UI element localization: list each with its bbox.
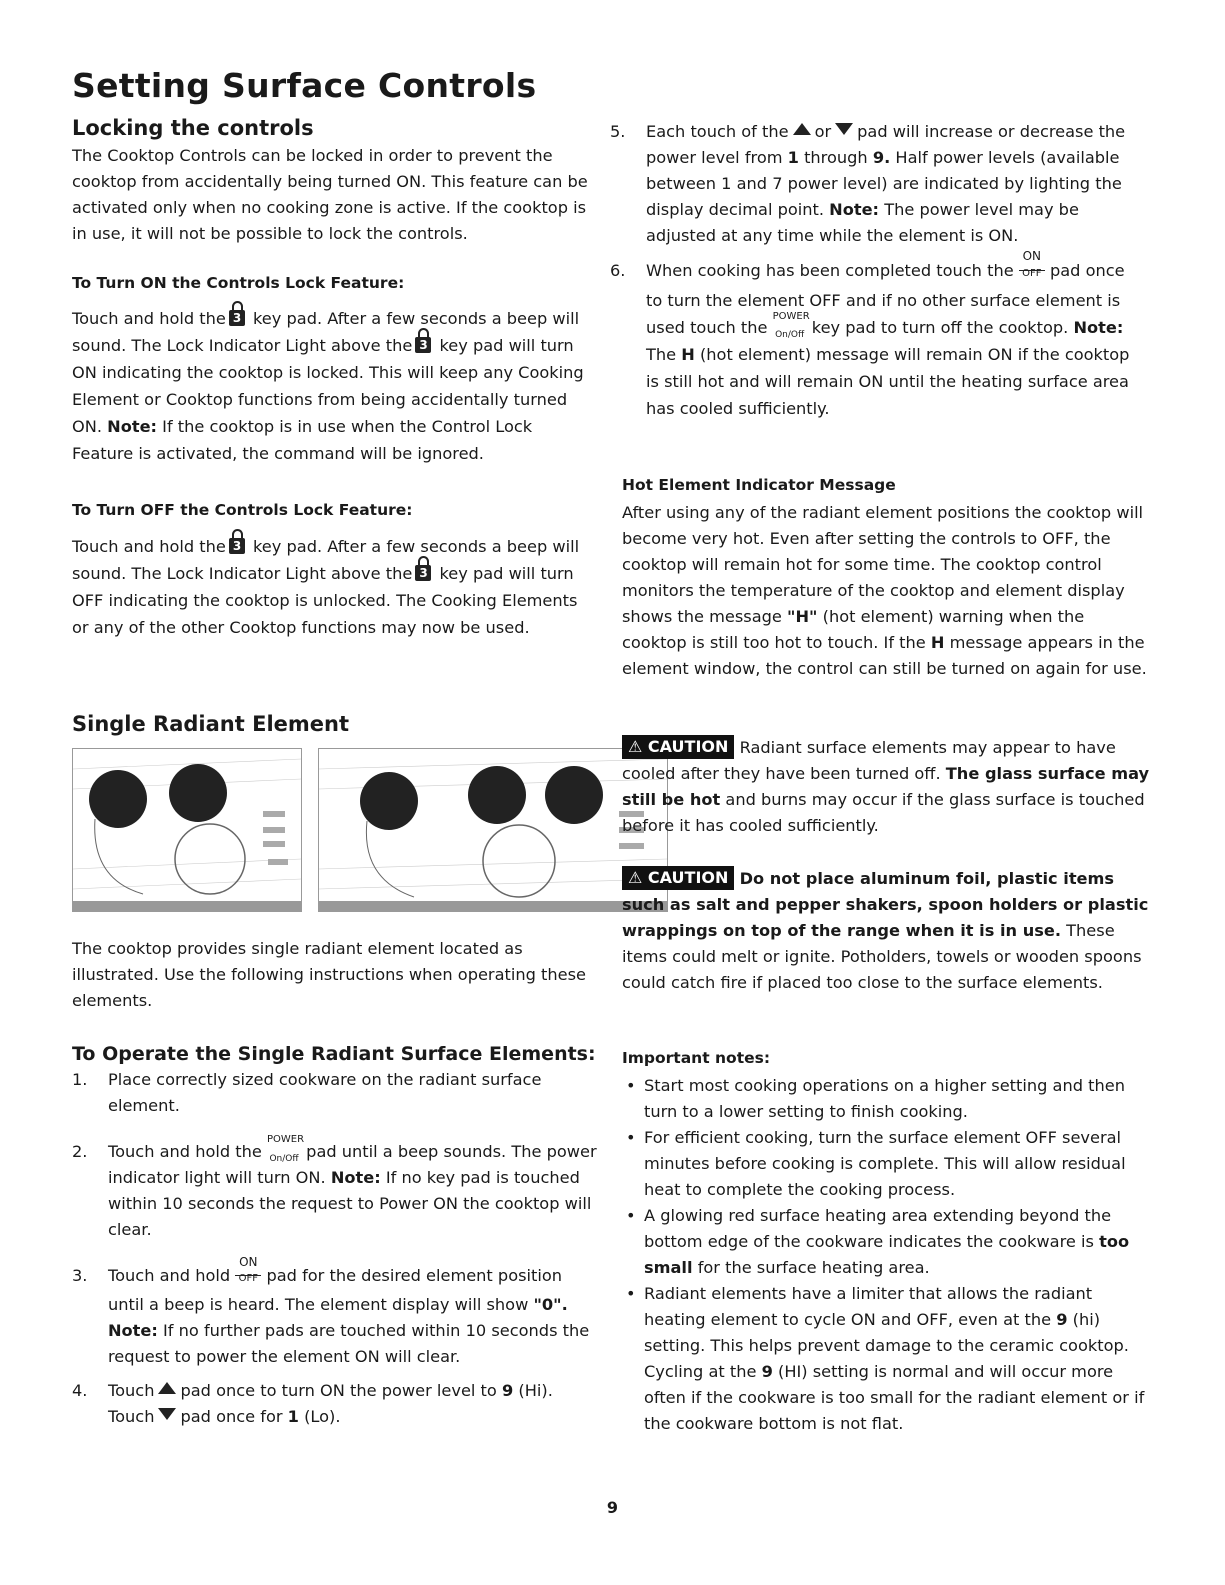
note-text: Start most cooking operations on a higher setting and then turn to a lower setting to finish cooking. — [644, 1076, 1125, 1121]
step-text: (Lo). — [304, 1407, 341, 1426]
burner-left-front — [89, 770, 147, 828]
lock-on-heading: To Turn ON the Controls Lock Feature: — [72, 274, 405, 292]
note-item — [622, 1281, 1152, 1437]
power-key-label — [772, 311, 810, 340]
lock-off-text-2: key pad. After a few seconds a beep will sound. The Lock Indicator Light above the — [72, 537, 580, 583]
power-value: 9. — [872, 148, 891, 167]
lock-key-icon — [415, 565, 431, 581]
on-off-key-label — [235, 1255, 261, 1292]
step-number: 1. — [72, 1070, 88, 1089]
important-notes-list — [622, 1073, 1152, 1437]
bullet: • — [626, 1128, 636, 1147]
step-text: Place correctly sized cookware on the radiant surface element. — [108, 1070, 542, 1115]
power-key-label — [267, 1134, 305, 1164]
note-label: Note: — [829, 200, 880, 219]
hot-text-b: (hot element) warning when the cooktop is still too hot to touch. If the — [622, 607, 1085, 652]
locking-intro: The Cooktop Controls can be locked in order to prevent the cooktop from accidentally being turned ON. This feature can be activated only when no cooking zone is active. If the cooktop is in use, it will not be possible to lock the controls. — [72, 146, 588, 243]
lock-key-icon — [229, 538, 245, 554]
off-label: OFF — [1022, 268, 1042, 279]
step-text: pad will increase or decrease the power level from — [646, 122, 1126, 167]
note-label: Note: — [107, 417, 158, 436]
step-text: Half power levels (available between 1 and 7 power level) are indicated by lighting the display decimal point. — [646, 148, 1122, 219]
step-text: Touch — [108, 1381, 155, 1400]
step-text: pad for the desired element position until a beep is heard. The element display will show — [108, 1266, 563, 1314]
page-number: 9 — [606, 1498, 619, 1517]
note-text: for the surface heating area. — [697, 1258, 930, 1277]
hot-element-heading: Hot Element Indicator Message — [622, 476, 896, 494]
power-value: 9 — [501, 1381, 514, 1400]
power-value: 9 — [761, 1362, 773, 1381]
power-label: POWER — [772, 311, 810, 322]
note-label: Note: — [1073, 318, 1124, 337]
caution-badge — [622, 735, 734, 759]
bullet: • — [626, 1206, 636, 1225]
step-note: The power level may be adjusted at any time while the element is ON. — [646, 200, 1079, 245]
lock-off-text-3: key pad will turn OFF indicating the cooktop is unlocked. The Cooking Elements or any of the other Cooktop functions may now be used. — [72, 564, 578, 637]
lock-on-text-2: key pad. After a few seconds a beep will sound. The Lock Indicator Light above the — [72, 309, 580, 355]
step-note: If no further pads are touched within 10 seconds the request to power the element ON will clear. — [108, 1321, 590, 1366]
on-label: ON — [235, 1249, 261, 1276]
caution-bold-text: Do not place aluminum foil, plastic items such as salt and pepper shakers, spoon holders or plastic wrappings on top of the range when it is in use. — [622, 869, 1149, 940]
caution-label: CAUTION — [647, 737, 729, 756]
up-arrow-icon — [793, 123, 811, 135]
note-label: Note: — [330, 1168, 381, 1187]
step-number: 5. — [610, 122, 626, 141]
step-text: (Hi). Touch — [108, 1381, 553, 1426]
caution-label: CAUTION — [647, 868, 729, 887]
power-label: POWER — [267, 1134, 305, 1145]
step-5 — [610, 119, 1140, 249]
note-text: For efficient cooking, turn the surface element OFF several minutes before cooking is complete. This will allow residual heat to complete the cooking process. — [644, 1128, 1126, 1199]
single-desc: The cooktop provides single radiant element located as illustrated. Use the following instructions when operating these elements. — [72, 939, 586, 1010]
step-note: The — [646, 345, 677, 364]
step-2 — [72, 1134, 597, 1243]
step-text: pad once to turn the element OFF and if no other surface element is used touch the — [646, 261, 1125, 337]
single-radiant-heading: Single Radiant Element — [72, 712, 349, 736]
step-text: pad once to turn ON the power level to — [180, 1381, 497, 1400]
page-title: Setting Surface Controls — [72, 66, 537, 105]
note-text: (hi) setting. This helps prevent damage to the ceramic cooktop. Cycling at the — [644, 1310, 1129, 1381]
cooktop-diagram-left — [72, 748, 302, 912]
on-label: ON — [1019, 243, 1045, 271]
step-text: key pad to turn off the cooktop. — [811, 318, 1069, 337]
lock-on-text-3: key pad will turn ON indicating the cooktop is locked. This will keep any Cooking Element or Cooktop functions from being accidentally turned ON. — [72, 336, 584, 436]
warning-triangle-icon: ⚠ — [628, 737, 643, 756]
caution-text: These items could melt or ignite. Potholders, towels or wooden spoons could catch fire if placed too close to the surface elements. — [622, 921, 1142, 992]
step-3 — [72, 1255, 597, 1370]
off-label: OFF — [238, 1273, 258, 1284]
step-text: pad until a beep sounds. The power indicator light will turn ON. — [108, 1142, 597, 1187]
step-text: When cooking has been completed touch the — [646, 261, 1014, 280]
important-notes-heading: Important notes: — [622, 1049, 771, 1067]
step-text: or — [814, 122, 832, 141]
caution-1 — [622, 735, 1152, 839]
power-value: 9 — [1056, 1310, 1068, 1329]
lock-off-heading: To Turn OFF the Controls Lock Feature: — [72, 501, 413, 519]
lock-on-note: If the cooktop is in use when the Control Lock Feature is activated, the command will be ignored. — [72, 417, 533, 463]
step-text: Touch and hold — [108, 1266, 231, 1285]
h-symbol: H — [930, 633, 945, 652]
warning-triangle-icon: ⚠ — [628, 868, 643, 887]
h-symbol: H — [681, 345, 695, 364]
lock-key-icon — [229, 310, 245, 326]
hot-element-text — [622, 500, 1152, 682]
cooktop-diagram-right — [318, 748, 668, 912]
step-note: (hot element) message will remain ON if the cooktop is still hot and will remain ON until the heating surface area has cooled sufficiently. — [646, 345, 1130, 418]
step-6 — [610, 249, 1140, 422]
note-text: Radiant elements have a limiter that allows the radiant heating element to cycle ON and OFF, even at the — [644, 1284, 1093, 1329]
step-number: 2. — [72, 1142, 88, 1161]
operate-steps — [72, 1067, 597, 1430]
step-text: through — [804, 148, 868, 167]
step-4 — [72, 1378, 597, 1430]
power-value: 1 — [287, 1407, 299, 1426]
note-item — [622, 1073, 1152, 1125]
note-label: Note: — [108, 1321, 158, 1340]
caution-text: and burns may occur if the glass surface is touched before it has cooled sufficiently. — [622, 790, 1145, 835]
on-off-key-label — [1019, 249, 1045, 287]
locking-heading: Locking the controls — [72, 116, 314, 140]
step-text: Touch and hold the — [108, 1142, 262, 1161]
caution-2 — [622, 866, 1152, 996]
burner-left-rear — [169, 764, 227, 822]
h-symbol: "H" — [787, 607, 818, 626]
bullet: • — [626, 1284, 636, 1303]
lock-off-text — [72, 533, 597, 641]
step-number: 4. — [72, 1381, 88, 1400]
down-arrow-icon — [835, 123, 853, 135]
lock-key-icon — [415, 337, 431, 353]
bullet: • — [626, 1076, 636, 1095]
step-number: 3. — [72, 1266, 88, 1285]
onoff-label: On/Off — [269, 1154, 299, 1164]
note-bold-text: too small — [644, 1232, 1130, 1277]
hot-text-a: After using any of the radiant element positions the cooktop will become very hot. Even after setting the controls to OFF, the cooktop will remain hot for some time. The cooktop control monitors the temperature of the cooktop and element display shows the message — [622, 503, 1144, 626]
burner-right-1 — [360, 772, 418, 830]
cooktop-diagram-right-svg — [319, 749, 667, 911]
step-note: If no key pad is touched within 10 seconds the request to Power ON the cooktop will clear. — [108, 1168, 592, 1239]
up-arrow-icon — [158, 1382, 176, 1394]
step-1 — [72, 1067, 597, 1119]
note-text: (HI) setting is normal and will occur more often if the cookware is too small for the radiant element or if the cookware bottom is not flat. — [644, 1362, 1145, 1433]
lock-off-text-1: Touch and hold the — [72, 537, 226, 556]
lock-on-text — [72, 305, 597, 467]
caution-badge — [622, 866, 734, 890]
down-arrow-icon — [158, 1408, 176, 1420]
burner-right-2 — [468, 766, 526, 824]
hot-text-c: message appears in the element window, the control can still be turned on again for use. — [622, 633, 1147, 678]
operate-heading: To Operate the Single Radiant Surface Elements: — [72, 1043, 596, 1065]
step-text: Each touch of the — [646, 122, 789, 141]
onoff-label: On/Off — [775, 330, 805, 340]
caution-bold-text: The glass surface may still be hot — [622, 764, 1150, 809]
operate-steps-continued — [610, 119, 1140, 422]
note-text: A glowing red surface heating area extending beyond the bottom edge of the cookware indicates the cookware is — [644, 1206, 1112, 1251]
note-item — [622, 1125, 1152, 1203]
display-value: "0". — [533, 1295, 568, 1314]
note-item — [622, 1203, 1152, 1281]
lock-on-text-1: Touch and hold the — [72, 309, 226, 328]
caution-text: Radiant surface elements may appear to have cooled after they have been turned off. — [622, 738, 1116, 783]
step-number: 6. — [610, 261, 626, 280]
cooktop-diagram-left-svg — [73, 749, 301, 911]
burner-right-3 — [545, 766, 603, 824]
step-text: pad once for — [180, 1407, 283, 1426]
power-value: 1 — [787, 148, 799, 167]
